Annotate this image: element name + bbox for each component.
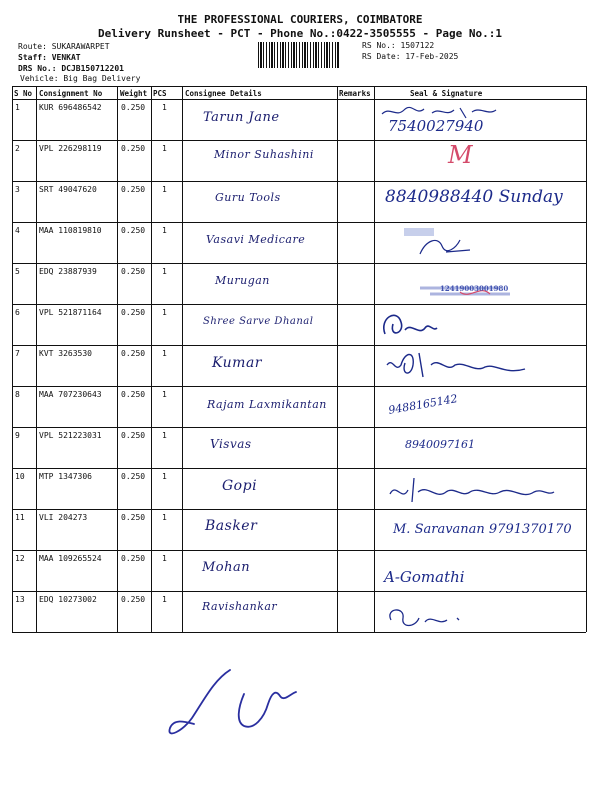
- row-sno: 9: [15, 431, 20, 440]
- column-header-weight: Weight: [120, 89, 148, 98]
- signature-text: 8940097161: [405, 438, 475, 451]
- stamp-number: 12419003001980: [440, 284, 509, 293]
- row-weight: 0.250: [121, 390, 146, 399]
- handwritten-consignee: Guru Tools: [215, 191, 281, 204]
- row-weight: 0.250: [121, 267, 146, 276]
- driver-signature: [160, 664, 310, 744]
- rs-number: RS No.: 1507122: [362, 41, 435, 50]
- row-pcs: 1: [162, 308, 167, 317]
- company-stamp: [400, 226, 500, 260]
- signature-text: A-Gomathi: [384, 568, 465, 586]
- row-weight: 0.250: [121, 185, 146, 194]
- signature-text: M. Saravanan 9791370170: [393, 522, 572, 537]
- document-subtitle: Delivery Runsheet - PCT - Phone No.:0422-3505555 - Page No.:1: [98, 27, 502, 40]
- row-weight: 0.250: [121, 595, 146, 604]
- row-pcs: 1: [162, 431, 167, 440]
- row-weight: 0.250: [121, 103, 146, 112]
- column-header-sno: S No: [14, 89, 33, 98]
- row-pcs: 1: [162, 595, 167, 604]
- handwritten-consignee: Ravishankar: [202, 600, 278, 613]
- document-title: THE PROFESSIONAL COURIERS, COIMBATORE: [177, 13, 423, 26]
- row-pcs: 1: [162, 390, 167, 399]
- signature-text: M: [448, 141, 473, 169]
- signature-scribble: [385, 604, 465, 630]
- row-sno: 12: [15, 554, 25, 563]
- handwritten-consignee: Gopi: [222, 478, 258, 494]
- company-stamp: [400, 264, 580, 302]
- vehicle-label: Vehicle: Big Bag Delivery: [20, 74, 141, 83]
- signature-scribble: [375, 304, 455, 346]
- row-consignment: MTP 1347306: [39, 472, 92, 481]
- row-weight: 0.250: [121, 226, 146, 235]
- row-weight: 0.250: [121, 308, 146, 317]
- handwritten-consignee: Tarun Jane: [203, 110, 280, 125]
- handwritten-consignee: Murugan: [215, 274, 270, 287]
- handwritten-consignee: Vasavi Medicare: [206, 233, 306, 246]
- row-weight: 0.250: [121, 513, 146, 522]
- row-consignment: EDQ 23887939: [39, 267, 97, 276]
- row-consignment: VPL 521223031: [39, 431, 102, 440]
- row-consignment: MAA 110819810: [39, 226, 102, 235]
- row-sno: 13: [15, 595, 25, 604]
- row-consignment: VPL 226298119: [39, 144, 102, 153]
- row-consignment: KUR 696486542: [39, 103, 102, 112]
- row-consignment: VPL 521871164: [39, 308, 102, 317]
- row-consignment: VLI 204273: [39, 513, 88, 522]
- handwritten-consignee: Basker: [205, 518, 258, 534]
- row-pcs: 1: [162, 226, 167, 235]
- drs-label: DRS No.: DCJB150712201: [18, 64, 124, 73]
- row-sno: 6: [15, 308, 20, 317]
- row-consignment: KVT 3263530: [39, 349, 92, 358]
- row-pcs: 1: [162, 554, 167, 563]
- column-header-remarks: Remarks: [339, 89, 371, 98]
- row-sno: 7: [15, 349, 20, 358]
- row-pcs: 1: [162, 513, 167, 522]
- row-sno: 10: [15, 472, 25, 481]
- signature-scribble: [388, 474, 558, 506]
- row-sno: 4: [15, 226, 20, 235]
- row-sno: 1: [15, 103, 20, 112]
- row-consignment: MAA 707230643: [39, 390, 102, 399]
- handwritten-consignee: Minor Suhashini: [214, 148, 314, 161]
- column-header-consignment: Consignment No: [39, 89, 103, 98]
- column-header-consignee: Consignee Details: [185, 89, 262, 98]
- row-pcs: 1: [162, 144, 167, 153]
- route-label: Route: SUKARAWARPET: [18, 42, 110, 51]
- column-header-seal: Seal & Signature: [410, 89, 483, 98]
- row-pcs: 1: [162, 472, 167, 481]
- signature-text: 7540027940: [388, 117, 484, 135]
- signature-text: 9488165142: [387, 392, 459, 417]
- column-header-pcs: PCS: [153, 89, 167, 98]
- handwritten-consignee: Shree Sarve Dhanal: [203, 316, 314, 327]
- staff-label: Staff: VENKAT: [18, 53, 81, 62]
- row-consignment: SRT 49047620: [39, 185, 97, 194]
- barcode: [258, 42, 340, 68]
- row-sno: 8: [15, 390, 20, 399]
- row-pcs: 1: [162, 267, 167, 276]
- row-weight: 0.250: [121, 431, 146, 440]
- handwritten-consignee: Mohan: [202, 560, 251, 575]
- row-pcs: 1: [162, 103, 167, 112]
- row-pcs: 1: [162, 185, 167, 194]
- row-sno: 3: [15, 185, 20, 194]
- row-weight: 0.250: [121, 554, 146, 563]
- row-pcs: 1: [162, 349, 167, 358]
- signature-scribble: [385, 347, 535, 381]
- row-weight: 0.250: [121, 472, 146, 481]
- row-consignment: MAA 109265524: [39, 554, 102, 563]
- handwritten-consignee: Rajam Laxmikantan: [207, 398, 327, 411]
- signature-text: 8840988440 Sunday: [385, 187, 563, 207]
- row-sno: 5: [15, 267, 20, 276]
- rs-date: RS Date: 17-Feb-2025: [362, 52, 459, 61]
- row-weight: 0.250: [121, 144, 146, 153]
- row-sno: 11: [15, 513, 25, 522]
- row-sno: 2: [15, 144, 20, 153]
- handwritten-consignee: Visvas: [210, 437, 252, 451]
- row-consignment: EDQ 10273002: [39, 595, 97, 604]
- handwritten-consignee: Kumar: [212, 355, 262, 371]
- row-weight: 0.250: [121, 349, 146, 358]
